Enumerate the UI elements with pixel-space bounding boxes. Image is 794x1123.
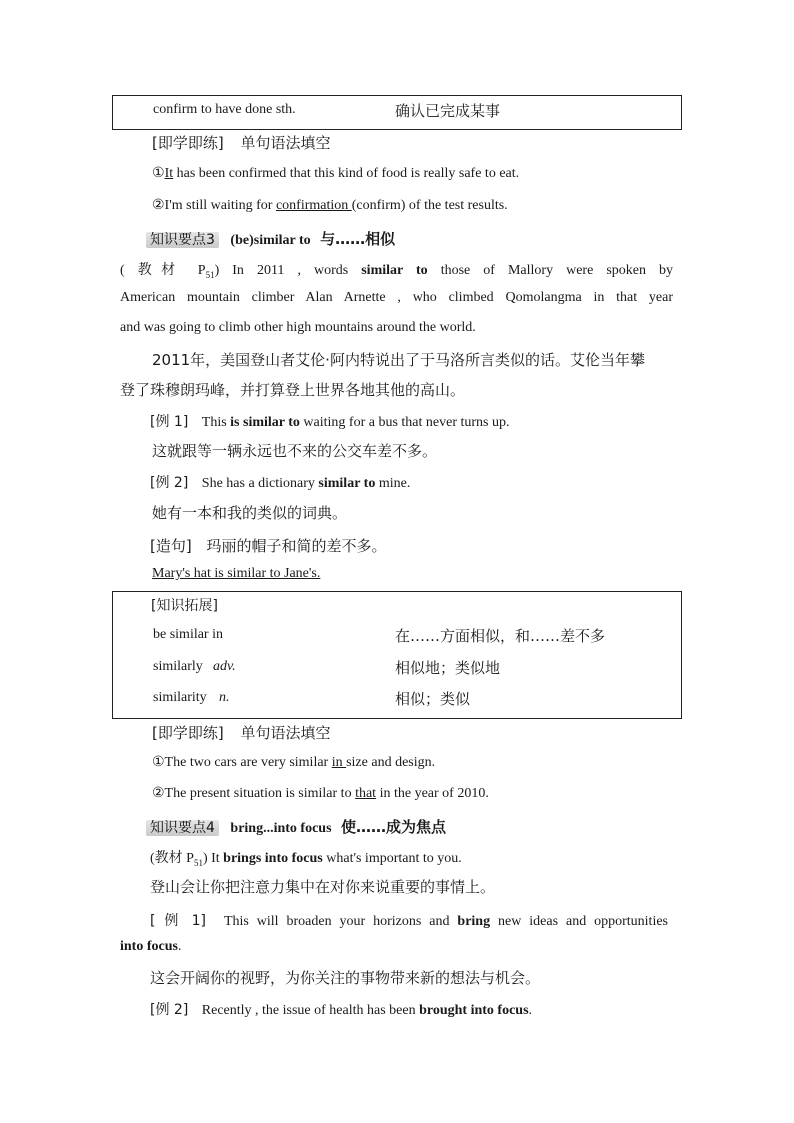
- knowledge-expand-box: [知识拓展] be similar in 在……方面相似，和……差不多 similarly adv. 相似地；类似地 similarity n. 相似；类似: [112, 591, 682, 719]
- point4-title: bring...into focus: [230, 821, 332, 836]
- phrase-en: confirm to have done sth.: [153, 102, 296, 117]
- point4-source-zh: 登山会让你把注意力集中在对你来说重要的事情上。: [150, 878, 496, 896]
- practice1-label: [即学即练]: [152, 134, 224, 152]
- top-phrase-box: [112, 95, 682, 130]
- point3-title-zh: 与……相似: [320, 230, 396, 248]
- point4-example1-line2: into focus.: [120, 939, 182, 954]
- practice1-q2: ②I'm still waiting for confirmation (confirm) of the test results.: [152, 198, 508, 213]
- answer-blank: confirmation: [275, 198, 352, 213]
- practice2-q2: ②The present situation is similar to that in the year of 2010.: [152, 786, 489, 801]
- expand-label: [知识拓展]: [151, 598, 218, 614]
- point-tag: 知识要点3: [146, 232, 219, 248]
- point4-source: (教材 $P_{51}$) It brings into focus what's important to you.: [150, 851, 462, 868]
- point3-translation-line2: 登了珠穆朗玛峰，并打算登上世界各地其他的高山。: [120, 381, 466, 399]
- practice2-q1: ①The two cars are very similar in size and design.: [152, 755, 436, 770]
- point3-example1-zh: 这就跟等一辆永远也不来的公交车差不多。: [152, 442, 438, 460]
- practice1-heading: [152, 132, 331, 153]
- make-sentence-answer: Mary's hat is similar to Jane's.: [152, 566, 321, 581]
- point3-translation-line1: 2011年，美国登山者艾伦·阿内特说出了于马洛所言类似的话。艾伦当年攀: [152, 351, 645, 369]
- point3-heading: [146, 228, 395, 249]
- point4-example1-zh: 这会开阔你的视野，为你关注的事物带来新的想法与机会。: [150, 969, 541, 987]
- point4-example2: [例 2] Recently , the issue of health has been brought into focus.: [150, 1002, 533, 1018]
- point3-source-line1: ( 教材 $P_{51}$) In 2011 , words similar to those of Mallory were spoken by: [120, 263, 674, 280]
- answer-blank: It: [164, 166, 174, 181]
- answer-blank: in: [331, 755, 347, 770]
- point4-example1: [ 例 1] This will broaden your horizons and bring new ideas and opportunities: [150, 913, 669, 929]
- point-tag: 知识要点4: [146, 820, 219, 836]
- point3-example1: [例 1] This is similar to waiting for a bus that never turns up.: [150, 414, 510, 430]
- make-sentence: [造句] 玛丽的帽子和简的差不多。: [150, 537, 387, 555]
- practice1-q1: ①It has been confirmed that this kind of food is really safe to eat.: [152, 166, 520, 181]
- point3-title: (be)similar to: [230, 233, 311, 248]
- practice2-heading: [即学即练] 单句语法填空: [152, 724, 331, 742]
- point3-source-line3: and was going to climb other high mountains around the world.: [120, 320, 476, 335]
- point3-example2: [例 2] She has a dictionary similar to mine.: [150, 475, 411, 491]
- point3-example2-zh: 她有一本和我的类似的词典。: [152, 504, 348, 522]
- point4-title-zh: 使……成为焦点: [341, 818, 447, 836]
- point4-heading: [146, 816, 446, 837]
- phrase-zh: 确认已完成某事: [395, 102, 501, 120]
- practice1-title: 单句语法填空: [240, 134, 331, 152]
- answer-blank: that: [355, 786, 377, 801]
- point3-source-line2: American mountain climber Alan Arnette , who climbed Qomolangma in that year: [120, 290, 673, 305]
